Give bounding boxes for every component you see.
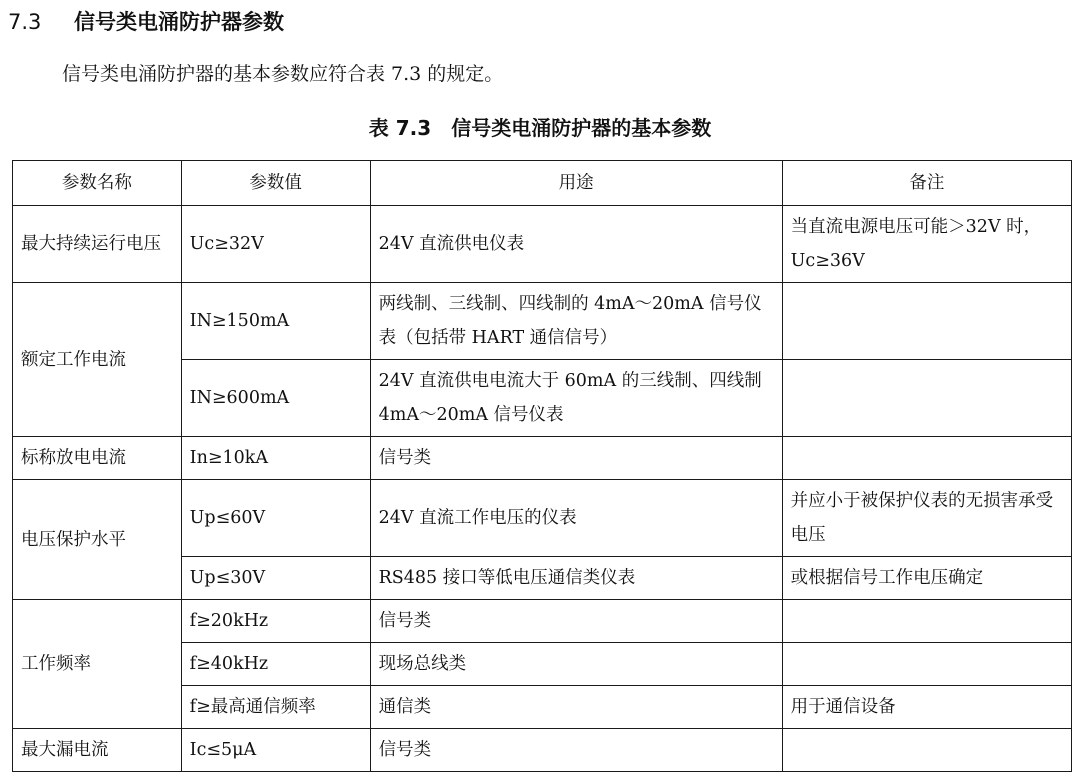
header-usage: 用途 <box>370 161 782 206</box>
usage-cell: 24V 直流工作电压的仪表 <box>370 480 782 557</box>
param-name-cell: 额定工作电流 <box>13 283 182 437</box>
usage-cell: 信号类 <box>370 437 782 480</box>
param-value-cell: f≥20kHz <box>181 600 370 643</box>
param-value-cell: In≥10kA <box>181 437 370 480</box>
param-value-cell: f≥40kHz <box>181 643 370 686</box>
section-heading <box>8 8 284 36</box>
param-name-cell: 标称放电电流 <box>13 437 182 480</box>
header-remarks: 备注 <box>782 161 1071 206</box>
usage-cell: 信号类 <box>370 600 782 643</box>
usage-cell: 24V 直流供电仪表 <box>370 206 782 283</box>
param-value-cell: IN≥150mA <box>181 283 370 360</box>
table-header-row <box>13 161 1072 206</box>
param-name-cell: 电压保护水平 <box>13 480 182 600</box>
table-row <box>13 729 1072 772</box>
param-value-cell: f≥最高通信频率 <box>181 686 370 729</box>
param-name-cell: 最大持续运行电压 <box>13 206 182 283</box>
remarks-cell: 或根据信号工作电压确定 <box>782 557 1071 600</box>
remarks-cell <box>782 360 1071 437</box>
header-param-name: 参数名称 <box>13 161 182 206</box>
table-row <box>13 283 1072 360</box>
header-param-value: 参数值 <box>181 161 370 206</box>
table-caption-title: 信号类电涌防护器的基本参数 <box>451 116 712 140</box>
remarks-cell: 并应小于被保护仪表的无损害承受电压 <box>782 480 1071 557</box>
section-number: 7.3 <box>8 10 42 34</box>
remarks-cell: 当直流电源电压可能＞32V 时，Uc≥36V <box>782 206 1071 283</box>
param-value-cell: Uc≥32V <box>181 206 370 283</box>
usage-cell: 信号类 <box>370 729 782 772</box>
section-title: 信号类电涌防护器参数 <box>74 10 284 34</box>
table-caption-label: 表 7.3 <box>368 116 432 140</box>
param-name-cell: 工作频率 <box>13 600 182 729</box>
param-value-cell: Ic≤5μA <box>181 729 370 772</box>
remarks-cell <box>782 437 1071 480</box>
table-row <box>13 206 1072 283</box>
usage-cell: 现场总线类 <box>370 643 782 686</box>
intro-paragraph: 信号类电涌防护器的基本参数应符合表 7.3 的规定。 <box>62 63 504 85</box>
remarks-cell <box>782 729 1071 772</box>
table-row <box>13 600 1072 643</box>
param-value-cell: Up≤30V <box>181 557 370 600</box>
parameters-table <box>12 160 1072 772</box>
usage-cell: 通信类 <box>370 686 782 729</box>
usage-cell: 24V 直流供电电流大于 60mA 的三线制、四线制 4mA～20mA 信号仪表 <box>370 360 782 437</box>
remarks-cell <box>782 283 1071 360</box>
remarks-cell <box>782 600 1071 643</box>
usage-cell: 两线制、三线制、四线制的 4mA～20mA 信号仪表（包括带 HART 通信信号） <box>370 283 782 360</box>
param-value-cell: Up≤60V <box>181 480 370 557</box>
param-name-cell: 最大漏电流 <box>13 729 182 772</box>
table-row <box>13 480 1072 557</box>
remarks-cell: 用于通信设备 <box>782 686 1071 729</box>
table-caption <box>0 114 1080 142</box>
usage-cell: RS485 接口等低电压通信类仪表 <box>370 557 782 600</box>
remarks-cell <box>782 643 1071 686</box>
table-row <box>13 437 1072 480</box>
param-value-cell: IN≥600mA <box>181 360 370 437</box>
